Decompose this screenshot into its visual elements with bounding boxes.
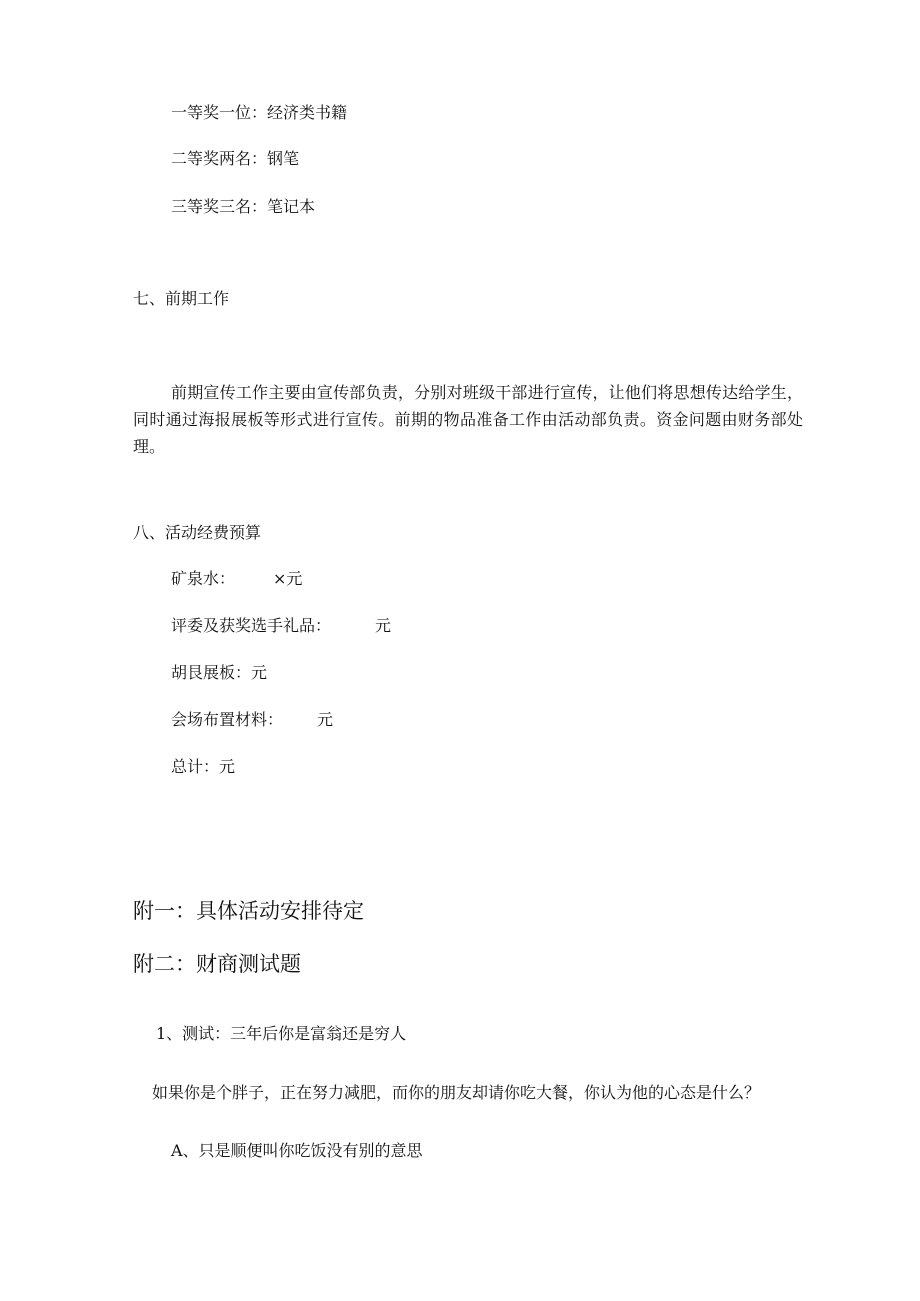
appendix-one-heading: 附一：具体活动安排待定	[133, 899, 364, 923]
budget-item-value: 元	[219, 757, 236, 776]
quiz-question: 如果你是个胖子，正在努力减肥，而你的朋友却请你吃大餐，你认为他的心态是什么？	[152, 1083, 761, 1102]
prize-third: 三等奖三名：笔记本	[171, 197, 316, 216]
budget-item-label: 矿泉水：	[171, 569, 236, 588]
section-7-heading: 七、前期工作	[133, 289, 230, 308]
budget-item-boards	[171, 662, 267, 684]
budget-item-value: 元	[251, 663, 268, 682]
prize-second: 二等奖两名：钢笔	[171, 149, 300, 168]
budget-item-venue	[171, 709, 333, 731]
budget-item-label: 评委及获奖选手礼品：	[171, 616, 332, 635]
section-8-heading: 八、活动经费预算	[133, 523, 262, 542]
budget-item-label: 胡艮展板：	[171, 663, 252, 682]
budget-item-value: 元	[375, 616, 392, 635]
section-7-paragraph: 前期宣传工作主要由宣传部负责，分别对班级干部进行宣传，让他们将思想传达给学生，同时通过海报展板等形式进行宣传。前期的物品准备工作由活动部负责。资金问题由财务部处理。	[133, 383, 803, 456]
budget-item-total	[171, 756, 235, 778]
appendix-two-heading: 附二：财商测试题	[133, 952, 301, 976]
budget-item-value: 元	[317, 710, 334, 729]
budget-item-label: 总计：	[171, 757, 220, 776]
budget-item-value: ×元	[273, 569, 303, 588]
budget-item-water	[171, 568, 302, 590]
quiz-option-a: A、只是顺便叫你吃饭没有别的意思	[171, 1141, 423, 1160]
budget-item-gifts	[171, 615, 391, 637]
quiz-title: 1、测试：三年后你是富翁还是穷人	[156, 1024, 407, 1043]
budget-item-label: 会场布置材料：	[171, 710, 284, 729]
prize-first: 一等奖一位：经济类书籍	[171, 103, 348, 122]
